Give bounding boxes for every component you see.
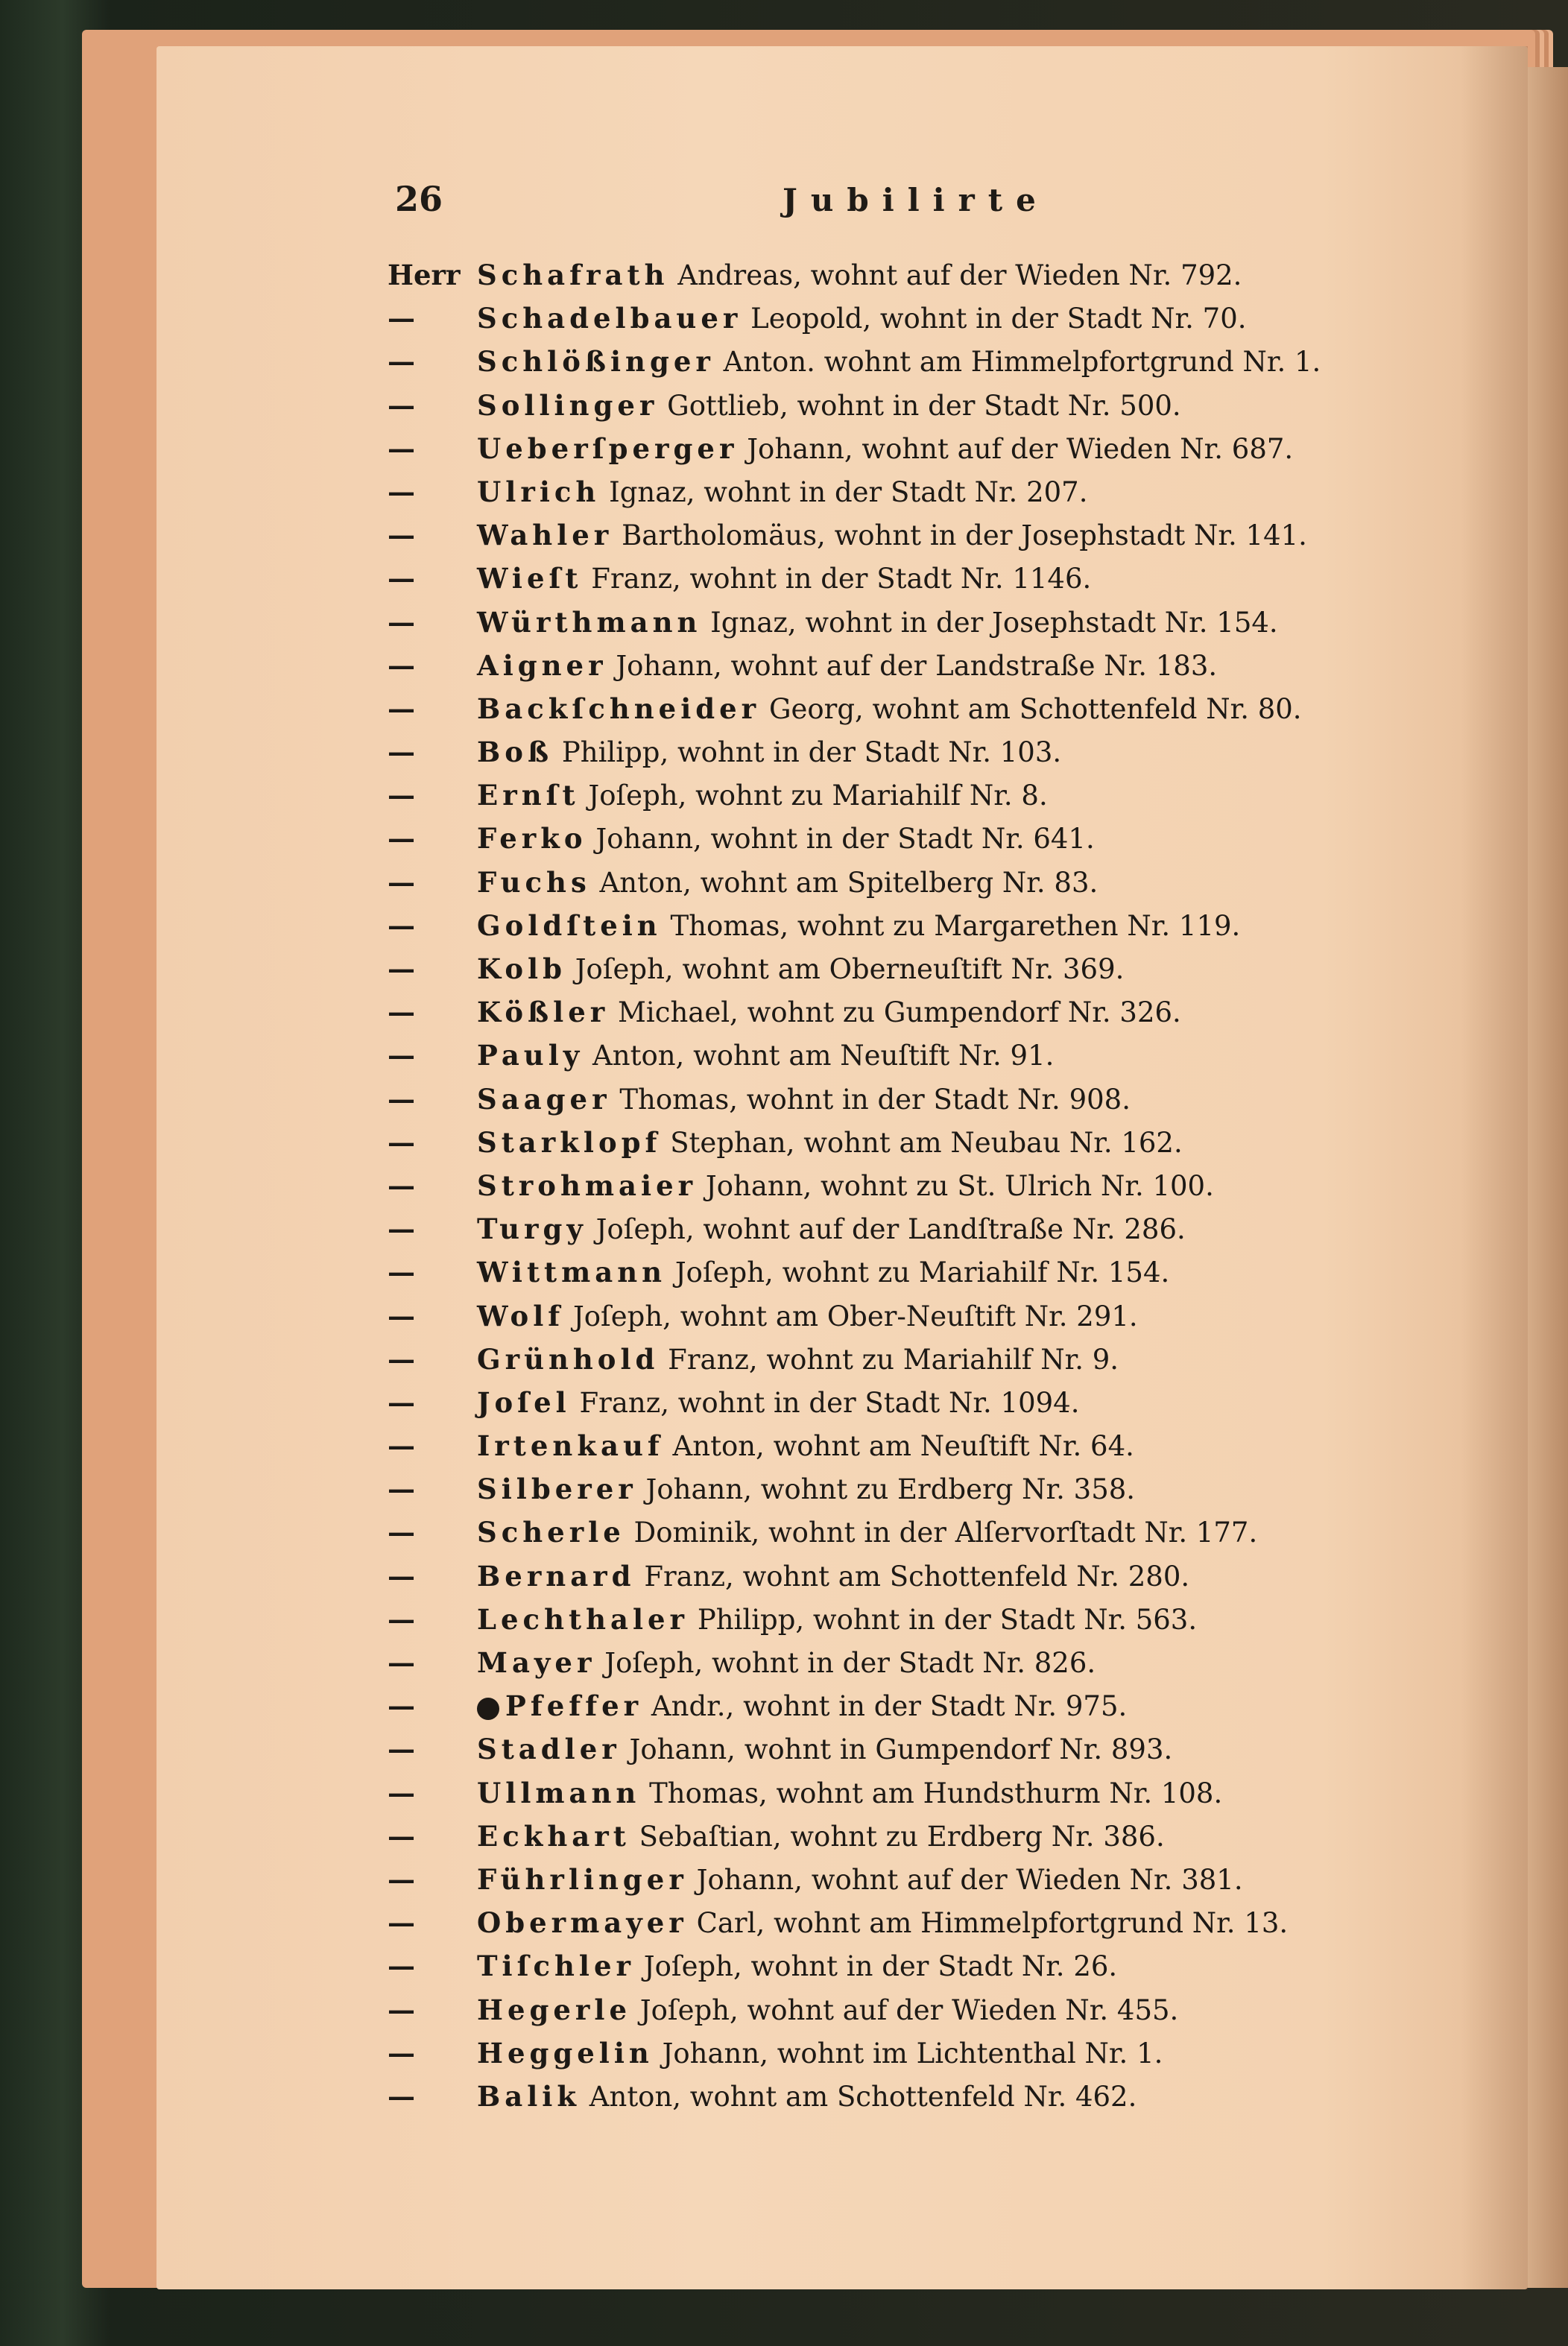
entry-details: Anton, wohnt am Schottenfeld Nr. 462. [589,2080,1137,2113]
entry-details: Stephan, wohnt am Neubau Nr. 162. [670,1126,1183,1159]
entry-surname: Wolf [477,1299,565,1332]
entry-details: Johann, wohnt in Gumpendorf Nr. 893. [629,1733,1173,1766]
list-item [388,297,1468,340]
entry-details: Joſeph, wohnt auf der Wieden Nr. 455. [639,1994,1179,2026]
list-item [388,2032,1468,2075]
entry-prefix: — [388,1646,415,1679]
page-number: 26 [395,179,443,219]
page-header [395,179,1438,238]
entry-surname: Sollinger [477,388,659,422]
entry-prefix: — [388,1256,415,1289]
entry-prefix: — [388,1429,415,1463]
entry-details: Johann, wohnt zu St. Ulrich Nr. 100. [705,1169,1214,1202]
entry-prefix: — [388,779,415,812]
entry-prefix: — [388,1212,415,1246]
entry-details: Johann, wohnt im Lichtenthal Nr. 1. [662,2037,1163,2070]
entry-surname: Stadler [477,1733,621,1766]
entry-details: Andr., wohnt in der Stadt Nr. 975. [651,1690,1128,1723]
entry-details: Gottlieb, wohnt in der Stadt Nr. 500. [667,389,1181,422]
entry-prefix: — [388,1039,415,1072]
entry-details: Johann, wohnt zu Erdberg Nr. 358. [645,1473,1136,1506]
entry-prefix: — [388,865,415,899]
entry-prefix: — [388,475,415,508]
entry-details: Joſeph, wohnt auf der Landſtraße Nr. 286. [595,1213,1186,1246]
entry-prefix: — [388,302,415,335]
entry-surname: Ueberſperger [477,431,739,465]
list-item [388,817,1468,860]
entry-prefix: — [388,1385,415,1419]
list-item [388,340,1468,383]
entry-prefix: — [388,1733,415,1766]
entry-details: Anton, wohnt am Neuſtift Nr. 64. [672,1430,1134,1463]
entry-prefix: — [388,648,415,682]
entry-prefix: — [388,1299,415,1332]
list-item [388,1858,1468,1901]
entry-prefix: — [388,1819,415,1853]
entry-details: Ignaz, wohnt in der Stadt Nr. 207. [609,475,1088,508]
list-item [388,1944,1468,1988]
entry-prefix: — [388,431,415,465]
list-item [388,253,1468,297]
entry-prefix: — [388,1950,415,1983]
ornament-icon [477,1698,499,1720]
entry-details: Joſeph, wohnt am Oberneuſtift Nr. 369. [575,953,1125,985]
entry-prefix: — [388,736,415,769]
entry-details: Franz, wohnt zu Mariahilf Nr. 9. [668,1343,1119,1376]
entry-prefix: — [388,2036,415,2070]
list-item [388,687,1468,730]
list-item [388,1988,1468,2032]
entry-surname: Goldſtein [477,908,662,942]
entry-surname: Ulrich [477,475,601,508]
entry-prefix: — [388,388,415,422]
entry-surname: Tiſchler [477,1950,636,1983]
entry-surname: Saager [477,1082,611,1116]
list-item [388,990,1468,1034]
list-item [388,513,1468,557]
entry-details: Anton, wohnt am Neuſtift Nr. 91. [592,1040,1055,1072]
entry-details: Joſeph, wohnt zu Mariahilf Nr. 8. [588,780,1048,812]
entry-surname: Turgy [477,1212,587,1246]
list-item [388,947,1468,990]
list-item [388,1771,1468,1815]
entry-surname: Heggelin [477,2036,654,2070]
entry-details: Johann, wohnt auf der Wieden Nr. 381. [696,1863,1243,1896]
running-title: Jubilirte [783,182,1049,218]
entry-prefix: — [388,1602,415,1636]
entry-prefix: — [388,692,415,725]
entry-details: Joſeph, wohnt zu Mariahilf Nr. 154. [674,1256,1170,1289]
list-item [388,1511,1468,1554]
entry-list [388,253,1468,2118]
entry-surname: Ullmann [477,1776,641,1809]
list-item [388,774,1468,817]
entry-surname: Silberer [477,1473,637,1506]
entry-details: Michael, wohnt zu Gumpendorf Nr. 326. [618,996,1181,1029]
list-item [388,1121,1468,1164]
entry-prefix: — [388,1125,415,1159]
entry-prefix: — [388,952,415,985]
entry-surname: Schafrath [477,259,669,291]
entry-details: Johann, wohnt in der Stadt Nr. 641. [595,823,1095,856]
entry-details: Georg, wohnt am Schottenfeld Nr. 80. [768,692,1302,725]
entry-details: Andreas, wohnt auf der Wieden Nr. 792. [677,259,1242,291]
list-item [388,1684,1468,1727]
list-item [388,861,1468,904]
gutter-shadow [1461,46,1528,2289]
entry-surname: Wahler [477,519,613,552]
entry-surname: Balik [477,2079,581,2113]
entry-surname: Boß [477,736,554,769]
entry-prefix: — [388,562,415,595]
entry-prefix: — [388,345,415,379]
list-item [388,1555,1468,1598]
entry-prefix: — [388,1516,415,1549]
entry-surname: Fuchs [477,865,591,899]
entry-details: Leopold, wohnt in der Stadt Nr. 70. [750,303,1247,335]
entry-surname: Irtenkauf [477,1429,664,1463]
entry-prefix: — [388,1082,415,1116]
entry-details: Thomas, wohnt am Hundsthurm Nr. 108. [649,1777,1223,1809]
entry-surname: Kolb [477,952,566,985]
entry-surname: Grünhold [477,1342,660,1376]
entry-prefix: Herr [388,259,461,291]
list-item [388,904,1468,947]
entry-surname: Obermayer [477,1906,688,1940]
entry-surname: Wieſt [477,562,583,595]
entry-details: Sebaſtian, wohnt zu Erdberg Nr. 386. [639,1820,1165,1853]
entry-details: Joſeph, wohnt in der Stadt Nr. 826. [604,1647,1096,1679]
entry-details: Dominik, wohnt in der Alſervorſtadt Nr. 177. [633,1517,1258,1549]
list-item [388,1424,1468,1467]
list-item [388,601,1468,644]
list-item [388,1815,1468,1858]
list-item [388,1641,1468,1684]
list-item [388,1251,1468,1294]
entry-prefix: — [388,1993,415,2026]
entry-surname: Hegerle [477,1993,632,2026]
entry-prefix: — [388,996,415,1029]
entry-prefix: — [388,1559,415,1593]
entry-details: Carl, wohnt am Himmelpfortgrund Nr. 13. [696,1907,1289,1940]
entry-surname: Starklopf [477,1125,662,1159]
list-item [388,1727,1468,1771]
list-item [388,1078,1468,1121]
list-item [388,427,1468,470]
entry-details: Franz, wohnt am Schottenfeld Nr. 280. [644,1560,1190,1593]
list-item [388,1381,1468,1424]
entry-surname: Lechthaler [477,1602,689,1636]
entry-prefix: — [388,605,415,639]
entry-surname: Schadelbauer [477,302,742,335]
entry-prefix: — [388,1906,415,1940]
list-item [388,470,1468,513]
facing-page-edge [1524,67,1568,2288]
entry-details: Thomas, wohnt in der Stadt Nr. 908. [619,1083,1131,1116]
entry-details: Bartholomäus, wohnt in der Josephstadt Nr. 141. [622,519,1307,552]
entry-prefix: — [388,519,415,552]
entry-details: Franz, wohnt in der Stadt Nr. 1094. [579,1386,1080,1419]
entry-surname: Strohmaier [477,1169,698,1202]
entry-surname: Aigner [477,648,607,682]
entry-details: Joſeph, wohnt in der Stadt Nr. 26. [643,1950,1118,1983]
entry-prefix: — [388,822,415,856]
entry-surname: Bernard [477,1559,636,1593]
list-item [388,1598,1468,1641]
entry-surname: Wittmann [477,1256,667,1289]
list-item [388,2075,1468,2118]
entry-surname: Kößler [477,996,610,1029]
list-item [388,1338,1468,1381]
entry-surname: Führlinger [477,1862,688,1896]
list-item [388,1901,1468,1944]
list-item [388,1164,1468,1207]
list-item [388,644,1468,687]
entry-prefix: — [388,1689,415,1723]
entry-surname: Eckhart [477,1819,630,1853]
entry-details: Philipp, wohnt in der Stadt Nr. 563. [697,1603,1198,1636]
entry-details: Anton, wohnt am Spitelberg Nr. 83. [599,866,1098,899]
entry-details: Anton. wohnt am Himmelpfortgrund Nr. 1. [723,346,1321,379]
entry-prefix: — [388,1169,415,1202]
entry-details: Ignaz, wohnt in der Josephstadt Nr. 154. [710,606,1278,639]
entry-surname: Joſel [477,1385,571,1419]
entry-prefix: — [388,1776,415,1809]
entry-details: Philipp, wohnt in der Stadt Nr. 103. [561,736,1062,769]
entry-details: Joſeph, wohnt am Ober-Neuſtift Nr. 291. [572,1300,1138,1332]
entry-prefix: — [388,2079,415,2113]
entry-prefix: — [388,1473,415,1506]
list-item [388,384,1468,427]
entry-details: Franz, wohnt in der Stadt Nr. 1146. [591,563,1092,595]
list-item [388,557,1468,600]
entry-details: Thomas, wohnt zu Margarethen Nr. 119. [670,909,1241,942]
entry-prefix: — [388,1342,415,1376]
entry-details: Johann, wohnt auf der Wieden Nr. 687. [747,432,1294,465]
list-item [388,1467,1468,1511]
entry-surname: Scherle [477,1516,625,1549]
entry-surname: Mayer [477,1646,596,1679]
entry-surname: Ferko [477,822,587,856]
entry-prefix: — [388,908,415,942]
entry-surname: Schlößinger [477,345,715,379]
list-item [388,1034,1468,1077]
entry-surname: Backſchneider [477,692,761,725]
entry-surname: Pauly [477,1039,584,1072]
entry-details: Johann, wohnt auf der Landstraße Nr. 183. [616,649,1218,682]
list-item [388,1294,1468,1338]
list-item [388,1207,1468,1251]
list-item [388,730,1468,774]
entry-prefix: — [388,1862,415,1896]
entry-surname: Pfeffer [505,1689,643,1723]
entry-surname: Würthmann [477,605,702,639]
entry-surname: Ernſt [477,779,580,812]
